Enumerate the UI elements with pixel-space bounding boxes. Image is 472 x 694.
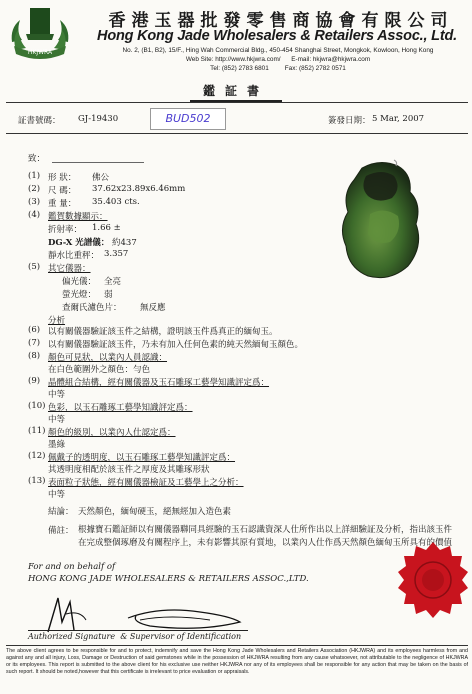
item-number: (1) [28,171,41,181]
issue-date-label: 簽發日期： [328,116,371,126]
note-text: 根據寶石鑑証師以有關儀器聯同具經驗的玉石認識資深人仕所作出以上詳細驗証及分析，指出該玉件在完成整個琢磨及有關程序上，未有影響其原有質地，以業內人仕作爲天然顏色緬甸玉所具有的價值 [78,525,453,548]
note-label: 備註： [48,526,74,536]
physical-label: 折射率： [48,225,83,235]
instrument-value: 無反應 [140,303,166,313]
issue-date-value: 5 Mar, 2007 [372,114,425,124]
item-number: (5) [28,262,41,272]
item-number: (8) [28,351,41,361]
assessment-answer: 墨綠 [48,440,66,450]
item-number: (13) [28,476,46,486]
assessment-question: 顏色的級別，以業內人仕認定爲： [48,428,176,438]
red-wax-seal [396,540,470,626]
document-title: 鑑証書 [190,82,282,102]
item-number: (2) [28,184,41,194]
tel-fax-line [84,65,472,72]
physical-value: 約437 [112,238,137,248]
item-number: (6) [28,325,41,335]
assessment-answer: 在白色範圍外之顏色：勻色 [48,365,151,375]
association-name-en: Hong Kong Jade Wholesalers & Retailers Assoc., Ltd. [97,28,457,44]
physical-value: 3.357 [104,249,129,259]
item-number: (12) [28,451,46,461]
assessment-answer: 中等 [48,390,66,400]
conclusion-text: 天然顏色，緬甸硬玉，絕無經加入造色素 [78,507,232,517]
item-value: 佛公 [92,173,110,183]
authorized-signature-label: Authorized Signature [28,632,116,641]
association-name-cn: 香港玉器批發零售商協會有限公司 [108,11,454,31]
legal-disclaimer: The above client agrees to be responsible for and to protect, indemnify and save the Hong Kong Jade Wholesalers and Retailers Association (HKJWRA) and its employees harmless from and against any and all injury, Loss, Damage or Destruction of said gemstones while in the possession of HKJWRA resulting from any cause whatsoever, not attributable to the negligence of HKJWRA or its employees. This report is submitted to the above client for his exclusive use neither HKJWRA nor any of its employees shall be responsible for any action that may be taken on the basis of such report. It should be noted,however that this certificate is irrelevant to price evaluation or appraisals. [6,645,468,676]
logo-text: HKJWRA [27,49,53,56]
instrument-label: 查爾氏濾色片： [62,303,122,313]
instrument-label: 螢光燈： [62,290,97,300]
assessment-answer: 其透明度相配於該玉件之厚度及其雕琢形狀 [48,465,210,475]
email: E-mail: hkjwra@hkjwra.com [291,56,371,63]
analysis-text: 以有關儀器驗証該玉件之結構，證明該玉件爲真正的緬甸玉。 [48,327,278,337]
signoff-line2: HONG KONG JADE WHOLESALERS & RETAILERS ASSOC.,LTD. [28,574,309,584]
association-logo [6,6,74,64]
analysis-text: 以有關儀器驗証該玉件，乃未有加入任何色素的純天然緬甸玉顏色。 [48,340,304,350]
item-number: (10) [28,401,46,411]
assessment-question: 色彩，以玉石雕琢工藝學知識評定爲： [48,403,193,413]
physical-label: 靜水比重秤： [48,251,100,261]
item-number: (9) [28,376,41,386]
item-label: 尺 碼： [48,186,77,196]
website: Web Site: http://www.hkjwra.com/ [185,56,281,63]
divider [6,133,468,134]
assessment-answer: 中等 [48,490,66,500]
item-label: 形 狀： [48,173,77,183]
assessment-question: 佩戴子的透明度，以玉石雕琢工藝學知識評定爲： [48,453,236,463]
handwritten-code: BUD502 [150,108,226,130]
assessment-question: 晶體組合結構，經有關儀器及玉石雕琢工藝學知識評定爲： [48,378,270,388]
instrument-label: 偏光儀： [62,277,97,287]
web-email-line [84,56,472,63]
divider [6,102,468,103]
physical-label: DG-X 光譜儀： [48,238,110,248]
item-number: (3) [28,197,41,207]
telephone: Tel: (852) 2783 6801 [210,65,269,72]
signoff-line1: For and on behalf of [28,562,116,572]
assessment-question: 表面粒子狀態，經有關儀器檢証及工藝學上之分析： [48,478,244,488]
cert-no-label: 証書號碼： [18,116,61,126]
item-value: 35.403 cts. [92,197,140,207]
instrument-value: 全亮 [104,277,122,287]
analysis-heading: 分析 [48,316,66,326]
signature-caption [28,630,248,641]
assessment-answer: 中等 [48,415,66,425]
address: No. 2, (B1, B2), 15/F., Hing Wah Commercial Bldg., 450-454 Shanghai Street, Mongkok, Kowloon, Hong Kong [122,47,434,54]
jade-pendant-photo [332,158,428,286]
item-label: 重 量： [48,199,77,209]
item-label: 鑑賀數據顯示： [48,212,108,222]
conclusion-label: 結論： [48,507,74,517]
physical-value: 1.66 ± [92,223,121,233]
supervisor-label: & Supervisor of Identification [120,632,242,641]
item-value: 37.62x23.89x6.46mm [92,184,186,194]
item-number: (4) [28,210,41,220]
item-number: (11) [28,426,46,436]
assessment-question: 顏色可見狀，以業內人員認識： [48,353,168,363]
instrument-value: 弱 [104,290,113,300]
recipient-line [52,162,144,163]
item-number: (7) [28,338,41,348]
recipient-label: 致： [28,154,46,164]
item-label: 其它儀器： [48,264,91,274]
cert-no-value: GJ-19430 [78,114,119,124]
fax: Fax: (852) 2782 0571 [284,65,346,72]
